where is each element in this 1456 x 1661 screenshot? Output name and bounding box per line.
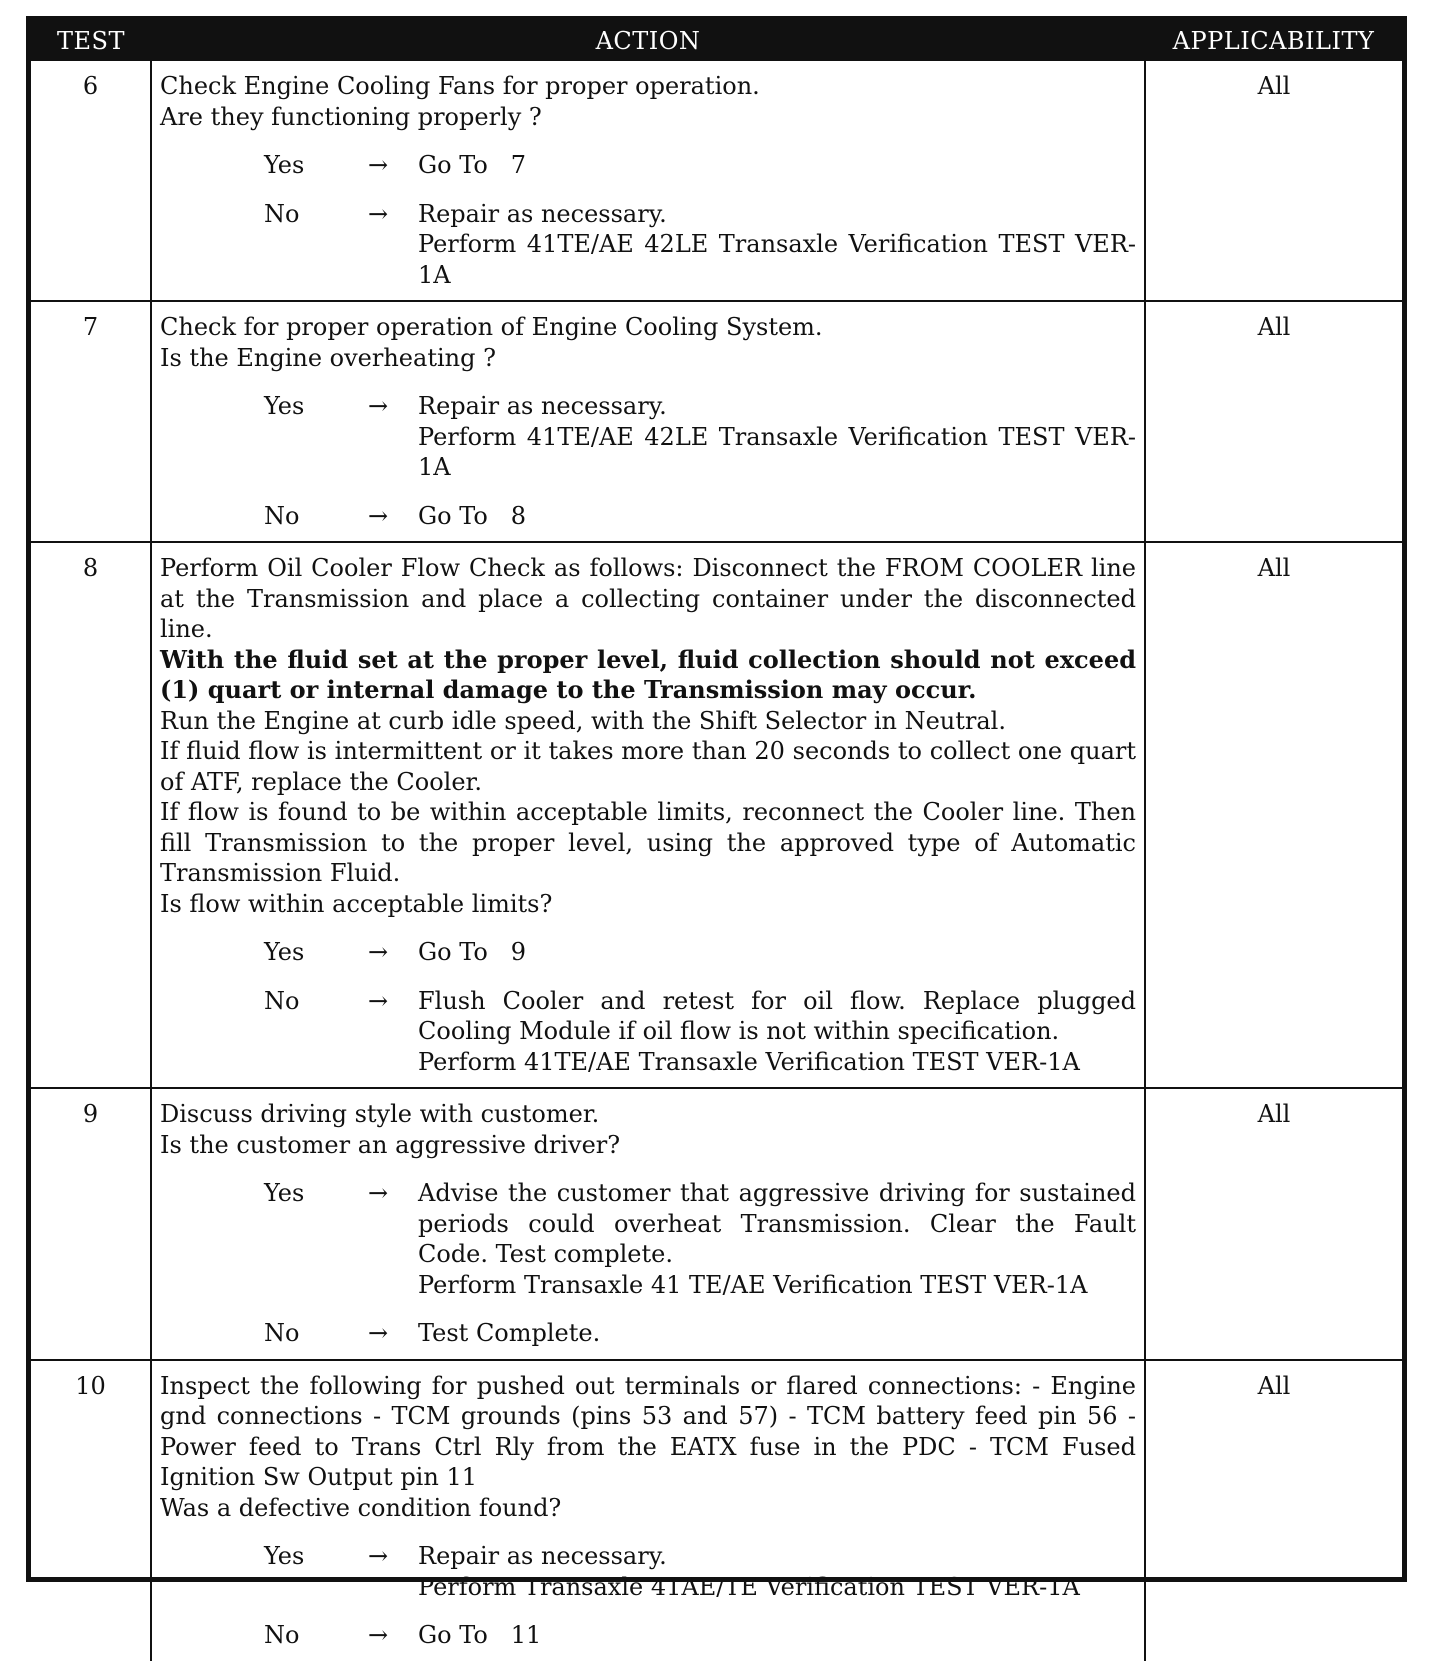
arrow-right-icon: → [368,1319,389,1347]
result-line: Go To 9 [418,938,526,966]
test-number: 8 [31,542,151,1088]
table-row [31,1088,1402,1360]
arrow-right-icon: → [368,1621,389,1649]
answer-options [160,150,1136,290]
no-result [418,986,1144,1078]
yes-label: Yes [264,938,305,966]
arrow-right-icon: → [368,1179,389,1207]
no-result [418,199,1136,291]
warning-text: With the fluid set at the proper level, fluid collection should not exceed (1) quart or internal damage to the Transmission may occur. [160,644,1136,704]
arrow-right-icon: → [368,938,389,966]
result-line: Repair as necessary. [418,1542,667,1570]
table-row [31,61,1402,301]
arrow-right-icon: → [368,501,389,530]
table-header-row [31,21,1402,61]
table-body [31,61,1402,1661]
result-line: Go To 11 [418,1621,542,1649]
yes-result [418,1178,1144,1300]
arrow-right-icon: → [368,392,389,420]
no-option [160,501,1136,532]
test-number: 9 [31,1088,151,1360]
yes-result [418,150,1136,181]
result-line: Advise the customer that aggressive driving for sustained periods could overheat Transmission. Clear the Fault Code. Test complete. [418,1179,1144,1268]
answer-options [160,391,1136,531]
table-row [31,542,1402,1088]
action-instructions [160,71,1136,132]
yes-label: Yes [264,1542,305,1570]
yes-result [418,391,1136,483]
test-number: 7 [31,301,151,542]
arrow-right-icon: → [368,151,389,179]
header-action: ACTION [151,21,1145,61]
yes-option [160,1541,1136,1602]
header-test: TEST [31,21,151,61]
result-line: Perform 41TE/AE Transaxle Verification TEST VER-1A [418,1047,1080,1076]
no-result [418,1620,1136,1651]
arrow-right-icon: → [368,199,389,228]
action-instructions [160,312,1136,373]
yes-option [160,150,1136,181]
instruction-text: Check for proper operation of Engine Cooling System. [160,313,823,341]
instruction-text: Was a defective condition found? [160,1493,562,1522]
no-label: No [264,1319,300,1347]
diagnostic-table-page [26,16,1407,1649]
result-line: Flush Cooler and retest for oil flow. Replace plugged Cooling Module if oil flow is not within specification. [418,986,1144,1045]
applicability-value: All [1145,542,1402,1088]
no-label: No [264,1621,300,1649]
result-line: Repair as necessary. [418,199,667,228]
action-cell [151,301,1145,542]
yes-option [160,391,1136,483]
instruction-text: Are they functioning properly ? [160,102,542,131]
instruction-text: Run the Engine at curb idle speed, with the Shift Selector in Neutral. [160,706,1006,735]
no-label: No [264,199,300,228]
yes-result [418,1541,1136,1602]
no-option [160,1318,1136,1349]
diagnostic-table [31,21,1402,1661]
result-line: Perform Transaxle 41 TE/AE Verification TEST VER-1A [418,1270,1088,1299]
header-applicability: APPLICABILITY [1145,21,1402,61]
no-result [418,501,1136,532]
yes-label: Yes [264,392,305,420]
test-number: 10 [31,1360,151,1661]
applicability-value: All [1145,1088,1402,1360]
no-option [160,199,1136,291]
result-line: Perform Transaxle 41AE/TE Verification TEST VER-1A [418,1572,1080,1601]
arrow-right-icon: → [368,986,389,1015]
action-cell [151,1088,1145,1360]
no-option [160,986,1144,1078]
instruction-text: Inspect the following for pushed out terminals or flared connections: - Engine gnd connections - TCM grounds (pins 53 and 57) - TCM battery feed pin 56 - Power feed to Trans Ctrl Rly from the EATX fuse in the PDC - TCM Fused Ignition Sw Output pin 11 [160,1371,1136,1491]
result-line: Go To 7 [418,151,526,179]
action-cell [151,1360,1145,1661]
applicability-value: All [1145,1360,1402,1661]
yes-label: Yes [264,151,305,179]
answer-options [160,937,1144,1077]
result-line: Go To 8 [418,501,526,530]
test-number: 6 [31,61,151,301]
result-line: Test Complete. [418,1319,601,1347]
table-row [31,1360,1402,1661]
no-option [160,1620,1136,1651]
instruction-text: Check Engine Cooling Fans for proper operation. [160,72,760,100]
instruction-text: Is flow within acceptable limits? [160,889,553,918]
action-instructions [160,553,1136,919]
action-cell [151,542,1145,1088]
yes-label: Yes [264,1179,305,1207]
no-label: No [264,986,300,1015]
applicability-value: All [1145,301,1402,542]
yes-option [160,937,1136,968]
action-instructions [160,1371,1136,1524]
action-cell [151,61,1145,301]
instruction-text: If flow is found to be within acceptable limits, reconnect the Cooler line. Then fill Transmission to the proper level, using the approved type of Automatic Transmission Fluid. [160,798,1136,887]
instruction-text: Is the Engine overheating ? [160,343,496,372]
no-label: No [264,501,300,530]
instruction-text: If fluid flow is intermittent or it takes more than 20 seconds to collect one quart of ATF, replace the Cooler. [160,737,1136,796]
result-line: Repair as necessary. [418,392,667,420]
table-row [31,301,1402,542]
result-line: Perform 41TE/AE 42LE Transaxle Verification TEST VER-1A [418,230,1136,289]
applicability-value: All [1145,61,1402,301]
result-line: Perform 41TE/AE 42LE Transaxle Verification TEST VER-1A [418,422,1136,481]
instruction-text: Perform Oil Cooler Flow Check as follows: Disconnect the FROM COOLER line at the Transmission and place a collecting container under the disconnected line. [160,554,1136,643]
answer-options [160,1178,1144,1349]
instruction-text: Is the customer an aggressive driver? [160,1130,621,1159]
instruction-text: Discuss driving style with customer. [160,1100,600,1128]
yes-result [418,937,1136,968]
no-result [418,1318,1136,1349]
yes-option [160,1178,1144,1300]
arrow-right-icon: → [368,1542,389,1570]
answer-options [160,1541,1136,1651]
action-instructions [160,1099,1136,1160]
